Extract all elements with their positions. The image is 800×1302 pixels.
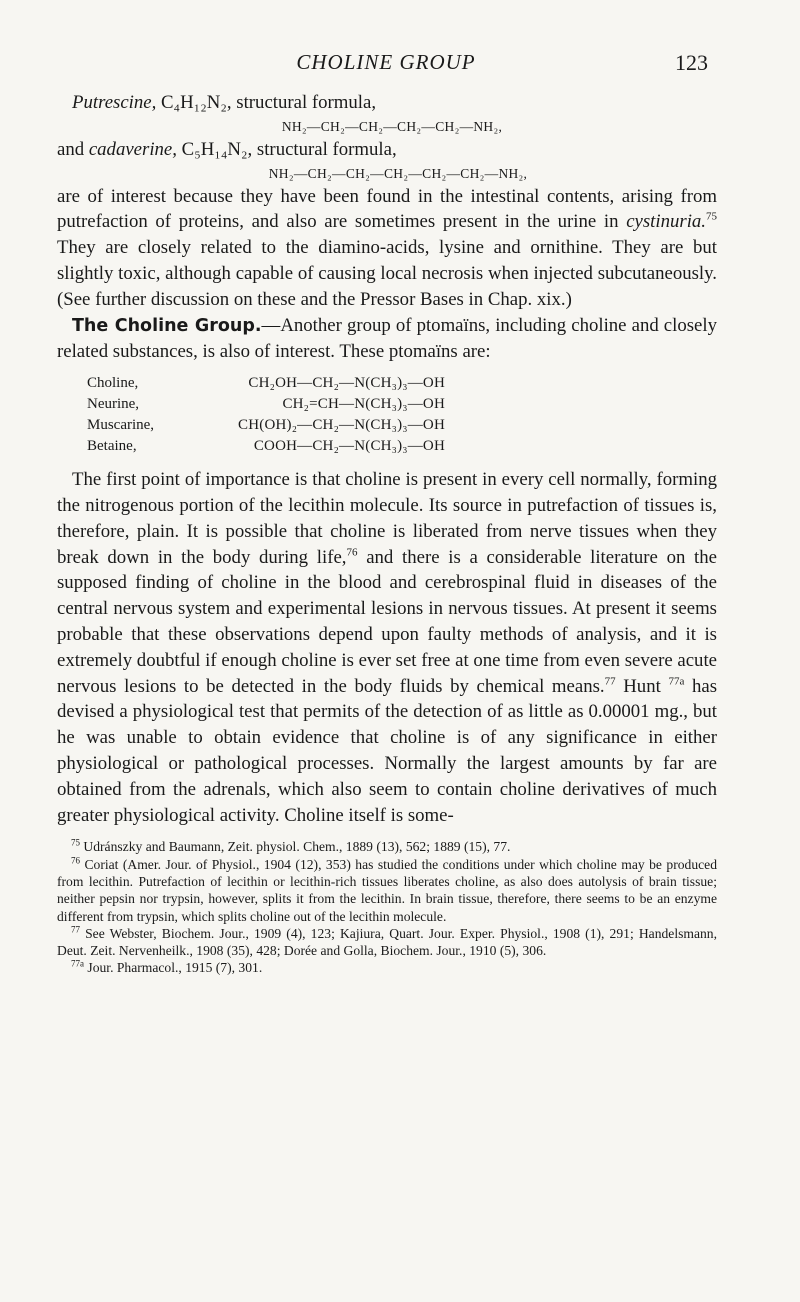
putrescine-formula: C₄H₁₂N₂, structural formula, bbox=[161, 92, 377, 113]
footnote-text: Coriat (Amer. Jour. of Physiol., 1904 (12), 353) has studied the conditions under which choline may be produced from lecithin. Putrefaction of lecithin or lecithin-rich tissues liberates choline, as also does autolysis of brain tissue; neither pepsin nor trypsin, however, splits it from the lecithin. In brain tissue, therefore, there seems to be an enzyme different from trypsin, which splits choline out of the lecithin molecule. bbox=[57, 856, 717, 924]
footnote-mark: 75 bbox=[71, 837, 80, 848]
table-row bbox=[87, 415, 445, 436]
paragraph-text: The first point of importance is that choline is present in every cell normally, forming the nitrogenous portion of the lecithin molecule. Its source in putrefaction of tissues is, therefore, plain. It is possible that choline is liberated from nerve tissues when they break down in the body during life, bbox=[57, 469, 717, 568]
ptomain-name: Muscarine, bbox=[87, 417, 155, 434]
putrescine-structure: NH₂—CH₂—CH₂—CH₂—CH₂—NH₂, bbox=[281, 118, 503, 134]
ptomain-formula: CH₂=CH—N(CH₃)₃—OH bbox=[282, 396, 445, 413]
ptomain-formula: CH(OH)₂—CH₂—N(CH₃)₃—OH bbox=[238, 417, 445, 434]
section-heading: The Choline Group. bbox=[72, 315, 262, 336]
paragraph-text: are of interest because they have been found in the intestinal contents, arising from putrefaction of proteins, and also are sometimes present in the urine in bbox=[57, 185, 717, 233]
footnote-77a bbox=[57, 959, 717, 976]
ptomain-formula: CH₂OH—CH₂—N(CH₃)₃—OH bbox=[248, 375, 445, 392]
paragraph-text: has devised a physiological test that permits of the detection of as little as 0.00001 mg., but he was unable to obtain evidence that choline is of any significance in either physiological or pathological processes. Normally the largest amounts by far are obtained from the adrenals, which also seem to contain choline derivatives of much greater physiological activity. Choline itself is some- bbox=[57, 675, 718, 826]
footnote-77 bbox=[57, 925, 717, 960]
and-text: and bbox=[57, 138, 85, 160]
table-row bbox=[87, 373, 445, 394]
footnote-ref-77a: 77a bbox=[668, 675, 685, 688]
section-intro-text: —Another group of ptomaïns, including choline and closely related substances, is also of interest. These ptomaïns are: bbox=[57, 314, 718, 363]
table-row bbox=[87, 436, 445, 457]
ptomain-name: Choline, bbox=[87, 375, 139, 392]
footnote-ref-77: 77 bbox=[604, 675, 616, 688]
footnote-text: Jour. Pharmacol., 1915 (7), 301. bbox=[87, 960, 263, 976]
footnote-ref-75: 75 bbox=[706, 211, 717, 224]
page-body bbox=[57, 90, 717, 977]
footnote-mark: 77a bbox=[71, 958, 84, 969]
footnote-text: See Webster, Biochem. Jour., 1909 (4), 123; Kajiura, Quart. Jour. Exper. Physiol., 1908 (1), 291; Handelsmann, Deut. Zeit. Nervenheilk., 1908 (35), 428; Dorée and Golla, Biochem. Jour., 1910 (5), 306. bbox=[57, 925, 717, 959]
paragraph-text-continued: They are closely related to the diamino-acids, lysine and ornithine. They are but slightly toxic, although capable of causing local necrosis when injected subcutaneously. (See further discussion on these and the Pressor Bases in Chap. xix.) bbox=[57, 237, 717, 310]
page-header bbox=[64, 50, 708, 90]
ptomain-name: Betaine, bbox=[87, 438, 137, 455]
ptomains-table bbox=[87, 373, 445, 457]
footnote-mark: 76 bbox=[71, 855, 80, 866]
paragraph-text: Hunt bbox=[623, 675, 661, 697]
paragraph-putrefaction bbox=[57, 184, 717, 313]
paragraph-choline-importance bbox=[57, 467, 717, 828]
ptomain-formula: COOH—CH₂—N(CH₃)₃—OH bbox=[253, 438, 445, 455]
putrescine-name: Putrescine, bbox=[72, 92, 157, 113]
footnote-text: Udránszky and Baumann, Zeit. physiol. Chem., 1889 (13), 562; 1889 (15), 77. bbox=[83, 839, 511, 855]
cystinuria-term: cystinuria. bbox=[626, 211, 706, 233]
footnote-76 bbox=[57, 856, 717, 925]
footnote-75 bbox=[57, 838, 717, 855]
running-title: CHOLINE GROUP bbox=[296, 50, 476, 74]
paragraph-text: and there is a considerable literature on the supposed finding of choline in the blood and cerebrospinal fluid in diseases of the central nervous system and experimental lesions in nervous tissues. At present it seems probable that these observations depend upon faulty methods of analysis, and it is extremely doubtful if enough choline is ever set free at one time from even severe acute nervous lesions to be detected in the body fluids by chemical means. bbox=[57, 546, 717, 697]
footnote-ref-76: 76 bbox=[346, 546, 358, 559]
cadaverine-name: cadaverine, bbox=[88, 138, 177, 160]
cadaverine-formula: C₅H₁₄N₂, structural formula, bbox=[181, 138, 397, 160]
ptomain-name: Neurine, bbox=[87, 396, 140, 413]
cadaverine-line bbox=[57, 137, 717, 163]
page-number: 123 bbox=[675, 50, 708, 75]
footnote-mark: 77 bbox=[71, 924, 80, 935]
cadaverine-structure: NH₂—CH₂—CH₂—CH₂—CH₂—CH₂—NH₂, bbox=[268, 165, 528, 181]
paragraph-choline-group bbox=[57, 313, 717, 366]
putrescine-line bbox=[57, 90, 717, 116]
footnotes bbox=[57, 838, 717, 976]
table-row bbox=[87, 394, 445, 415]
